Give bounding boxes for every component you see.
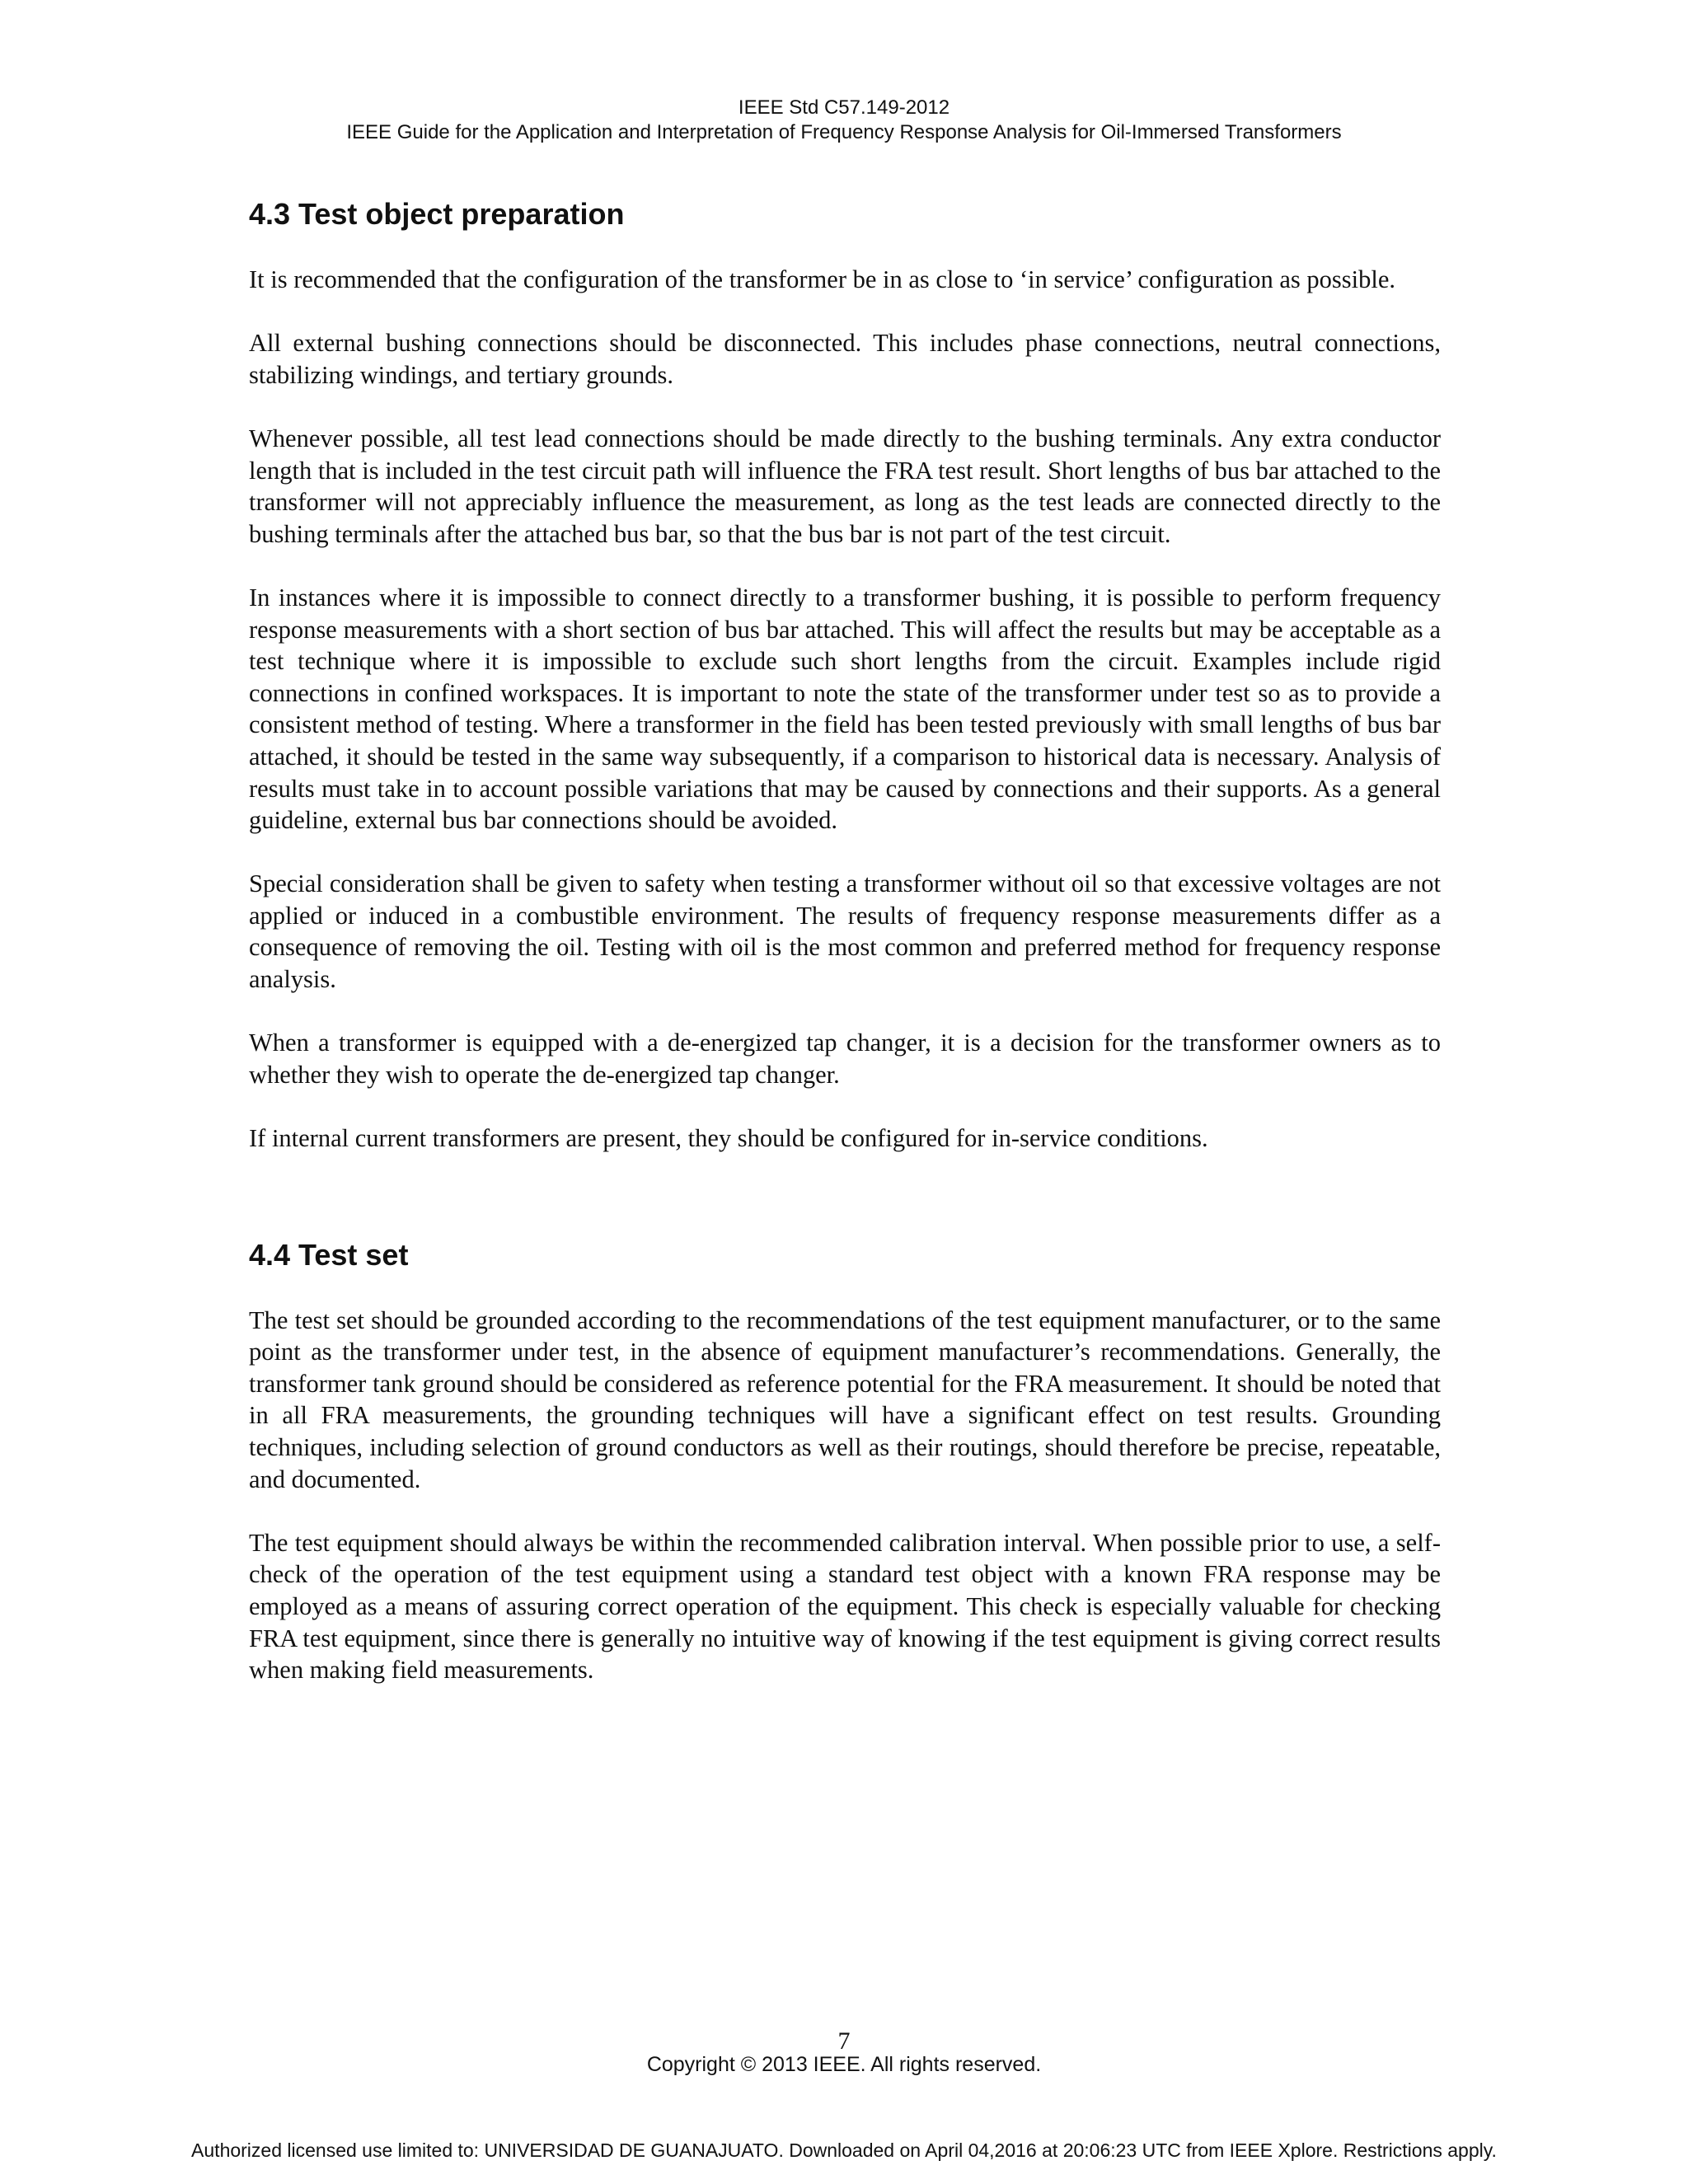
document-body: [249, 196, 1441, 1718]
paragraph: Whenever possible, all test lead connections should be made directly to the bushing terminals. Any extra conductor length that is included in the test circuit path will influence the FRA test result. Short lengths of bus bar attached to the transformer will not appreciably influence the measurement, as long as the test leads are connected directly to the bushing terminals after the attached bus bar, so that the bus bar is not part of the test circuit.: [249, 424, 1441, 548]
paragraph: Special consideration shall be given to safety when testing a transformer without oil so that excessive voltages are not applied or induced in a combustible environment. The results of frequency response measurements differ as a consequence of removing the oil. Testing with oil is the most common and preferred method for frequency response analysis.: [249, 869, 1441, 994]
copyright-notice: Copyright © 2013 IEEE. All rights reserved.: [646, 2053, 1042, 2076]
section-4-3: [249, 196, 1441, 1155]
standard-number: IEEE Std C57.149-2012: [738, 96, 950, 119]
section-heading: 4.4 Test set: [249, 1237, 409, 1272]
page-header: [0, 96, 1688, 145]
paragraph: The test equipment should always be within the recommended calibration interval. When possible prior to use, a self-check of the operation of the test equipment using a standard test object with a known FRA response may be employed as a means of assuring correct operation of the equipment. This check is especially valuable for checking FRA test equipment, since there is generally no intuitive way of knowing if the test equipment is giving correct results when making field measurements.: [249, 1528, 1441, 1685]
paragraph: The test set should be grounded according to the recommendations of the test equipment manufacturer, or to the same point as the transformer under test, in the absence of equipment manufacturer’s recommendations. Generally, the transformer tank ground should be considered as reference potential for the FRA measurement. It should be noted that in all FRA measurements, the grounding techniques will have a significant effect on test results. Grounding techniques, including selection of ground conductors as well as their routings, should therefore be precise, repeatable, and documented.: [249, 1305, 1441, 1493]
paragraph: All external bushing connections should be disconnected. This includes phase connections, neutral connections, stabilizing windings, and tertiary grounds.: [249, 329, 1441, 389]
paragraph: It is recommended that the configuration of the transformer be in as close to ‘in service’ configuration as possible.: [249, 265, 1395, 293]
license-notice: Authorized licensed use limited to: UNIVERSIDAD DE GUANAJUATO. Downloaded on April 04,2016 at 20:06:23 UTC from IEEE Xplore. Restrictions apply.: [191, 2139, 1497, 2161]
paragraph: When a transformer is equipped with a de-energized tap changer, it is a decision for the transformer owners as to whether they wish to operate the de-energized tap changer.: [249, 1029, 1441, 1089]
paragraph: In instances where it is impossible to connect directly to a transformer bushing, it is possible to perform frequency response measurements with a short section of bus bar attached. This will affect the results but may be acceptable as a test technique where it is impossible to exclude such short lengths from the circuit. Examples include rigid connections in confined workspaces. It is important to note the state of the transformer under test so as to provide a consistent method of testing. Where a transformer in the field has been tested previously with small lengths of bus bar attached, it should be tested in the same way subsequently, if a comparison to historical data is necessary. Analysis of results must take in to account possible variations that may be caused by connections and their supports. As a general guideline, external bus bar connections should be avoided.: [249, 583, 1441, 835]
paragraph: If internal current transformers are present, they should be configured for in-service conditions.: [249, 1124, 1208, 1153]
document-title: IEEE Guide for the Application and Interpretation of Frequency Response Analysis for Oil-Immersed Transformers: [346, 121, 1342, 143]
section-heading: 4.3 Test object preparation: [249, 197, 625, 231]
page-number: 7: [837, 2027, 851, 2055]
section-4-4: [249, 1237, 1441, 1686]
